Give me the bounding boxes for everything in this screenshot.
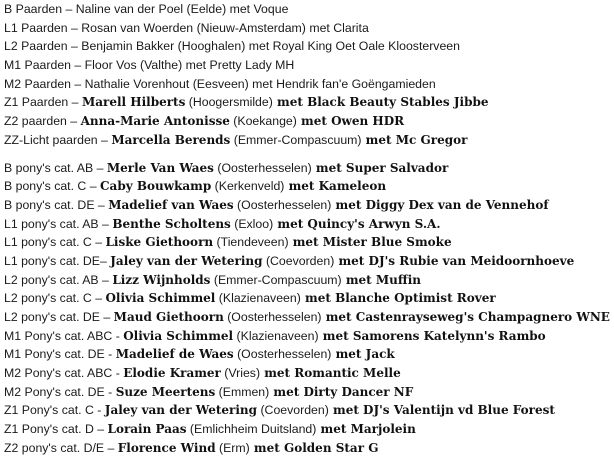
rider-place: (Exloo) — [230, 216, 274, 231]
result-line — [4, 215, 612, 234]
rider-name: Madelief van Waes — [108, 197, 234, 212]
rider-place: (Hooghalen) — [174, 39, 246, 54]
connector: met — [300, 291, 336, 306]
rider-name: Benthe Scholtens — [112, 216, 231, 231]
rider-name: Olivia Schimmel — [105, 291, 216, 306]
category: L1 pony's cat. C – — [4, 235, 106, 250]
connector: met — [284, 179, 319, 194]
category: Z2 paarden – — [4, 114, 81, 129]
category: B pony's cat. C – — [4, 179, 100, 194]
result-line — [4, 196, 612, 215]
rider-place: (Valthe) — [136, 58, 183, 73]
rider-place: (Eelde) — [183, 2, 227, 16]
rider-name: Lizz Wijnholds — [112, 272, 211, 287]
connector: met — [305, 20, 334, 35]
horse-name: Muffin — [375, 272, 422, 287]
category: B pony's cat. AB – — [4, 160, 107, 175]
horse-name: Voque — [253, 2, 289, 16]
category: B pony's cat. DE – — [4, 197, 109, 212]
rider-place: (Klazienaveen) — [215, 291, 301, 306]
category: L1 pony's cat. AB – — [4, 216, 113, 231]
result-line — [4, 233, 612, 252]
result-line — [4, 345, 612, 364]
connector: met — [296, 114, 332, 129]
rider-name: Madelief de Waes — [115, 347, 234, 362]
category: ZZ-Licht paarden – — [4, 132, 112, 147]
rider-place: (Coevorden) — [262, 253, 335, 268]
connector: met — [361, 132, 396, 147]
rider-place: (Emmer-Compascuum) — [230, 132, 362, 147]
connector: met — [226, 2, 254, 16]
category: M2 Pony's cat. DE - — [4, 384, 116, 399]
horse-name: Pretty Lady MH — [209, 58, 295, 73]
connector: met — [249, 440, 284, 455]
rider-place: (Vries) — [220, 366, 261, 381]
connector: met — [245, 39, 273, 54]
horse-name: Black Beauty Stables Jibbe — [307, 95, 489, 110]
rider-name: Elodie Kramer — [123, 366, 221, 381]
result-line — [4, 420, 612, 439]
rider-name: Liske Giethoorn — [105, 235, 214, 250]
rider-name: Caby Bouwkamp — [100, 179, 212, 194]
horse-name: Castenrayseweg's Champagnero WNE — [355, 310, 610, 324]
horse-name: Samorens Katelynn's Rambo — [352, 328, 546, 343]
horse-name: Marjolein — [350, 422, 416, 437]
rider-name: Olivia Schimmel — [123, 328, 234, 343]
horse-name: Blanche Optimist Rover — [335, 291, 496, 306]
rider-place: (Emlichheim Duitsland) — [186, 422, 317, 437]
category: M2 Paarden – — [4, 76, 85, 91]
rider-place: (Emmer-Compascuum) — [210, 272, 342, 287]
rider-name: Jaley van der Wetering — [104, 403, 258, 418]
rider-place: (Koekange) — [229, 114, 297, 129]
horse-name: Romantic Melle — [294, 366, 401, 381]
category: L1 Paarden – — [4, 20, 82, 35]
connector: met — [334, 253, 369, 268]
result-line — [4, 383, 612, 402]
rider-place: (Tiendeveen) — [213, 235, 289, 250]
horse-name: Mister Blue Smoke — [322, 235, 452, 250]
rider-name: Benjamin Bakker — [81, 39, 175, 54]
rider-place: (Kerkenveld) — [211, 179, 285, 194]
rider-place: (Eesveen) — [189, 76, 249, 91]
rider-name: Naline van der Poel — [75, 2, 184, 16]
connector: met — [311, 160, 346, 175]
result-line — [4, 19, 612, 38]
rider-name: Marcella Berends — [111, 132, 231, 147]
category: L2 pony's cat. DE – — [4, 310, 114, 324]
rider-place: (Oosterhesselen) — [233, 197, 332, 212]
rider-name: Suze Meertens — [115, 384, 216, 399]
horse-name: Owen HDR — [331, 114, 405, 129]
category: Z2 pony's cat. D/E – — [4, 440, 118, 455]
connector: met — [321, 310, 356, 324]
rider-name: Anna-Marie Antonisse — [80, 114, 230, 129]
rider-name: Floor Vos — [84, 58, 137, 73]
category: M1 Pony's cat. DE - — [4, 347, 116, 362]
horse-name: Quincy's Arwyn S.A. — [307, 216, 441, 231]
rider-name: Merle Van Waes — [106, 160, 214, 175]
connector: met — [273, 216, 308, 231]
category: L1 pony's cat. DE– — [4, 253, 111, 268]
category: L2 pony's cat. C – — [4, 291, 106, 306]
rider-name: Jaley van der Wetering — [110, 253, 263, 268]
pony-results — [4, 159, 612, 458]
connector: met — [331, 197, 366, 212]
result-line — [4, 271, 612, 290]
horse-name: Super Salvador — [345, 160, 449, 175]
section-gap — [4, 150, 612, 159]
category: Z1 Pony's cat. D – — [4, 422, 108, 437]
category: L2 pony's cat. AB – — [4, 272, 113, 287]
result-line — [4, 131, 612, 150]
category: M1 Pony's cat. ABC - — [4, 328, 124, 343]
rider-name: Florence Wind — [117, 440, 216, 455]
category: Z1 Pony's cat. C - — [4, 403, 105, 418]
connector: met — [341, 272, 376, 287]
results-document — [4, 0, 612, 458]
horse-name: Diggy Dex van de Vennehof — [365, 197, 549, 212]
connector: met — [272, 95, 308, 110]
result-line — [4, 159, 612, 178]
rider-place: (Emmen) — [215, 384, 270, 399]
rider-place: (Hoogersmilde) — [185, 95, 273, 110]
horse-name: Hendrik fan'e Goëngamieden — [276, 76, 436, 91]
horse-name: DJ's Valentijn vd Blue Forest — [363, 403, 555, 418]
rider-name: Marell Hilberts — [81, 95, 186, 110]
result-line — [4, 364, 612, 383]
category: L2 Paarden – — [4, 39, 82, 54]
horse-name: Royal King Oet Oale Kloosterveen — [272, 39, 460, 54]
horse-name: Jack — [365, 347, 395, 362]
rider-name: Rosan van Woerden — [81, 20, 194, 35]
connector: met — [316, 422, 351, 437]
horse-name: Dirty Dancer NF — [303, 384, 414, 399]
connector: met — [269, 384, 304, 399]
horse-name: Clarita — [333, 20, 369, 35]
result-line — [4, 289, 612, 308]
result-line — [4, 37, 612, 56]
result-line — [4, 56, 612, 75]
rider-name: Maud Giethoorn — [113, 310, 224, 324]
category: M1 Paarden – — [4, 58, 85, 73]
horse-name: Mc Gregor — [395, 132, 468, 147]
rider-place: (Oosterhesselen) — [233, 347, 332, 362]
rider-name: Nathalie Vorenhout — [84, 76, 190, 91]
horse-name: DJ's Rubie van Meidoornhoeve — [368, 253, 575, 268]
rider-place: (Coevorden) — [257, 403, 329, 418]
horse-name: Kameleon — [318, 179, 387, 194]
category: Z1 Paarden – — [4, 95, 82, 110]
result-line — [4, 93, 612, 112]
result-line — [4, 252, 612, 271]
category: M2 Pony's cat. ABC - — [4, 366, 124, 381]
result-line — [4, 327, 612, 346]
horse-results — [4, 0, 612, 150]
connector: met — [328, 403, 364, 418]
rider-place: (Oosterhesselen) — [223, 310, 322, 324]
result-line — [4, 0, 612, 19]
connector: met — [248, 76, 277, 91]
rider-place: (Erm) — [215, 440, 250, 455]
connector: met — [260, 366, 295, 381]
result-line — [4, 75, 612, 94]
rider-place: (Oosterhesselen) — [213, 160, 312, 175]
connector: met — [331, 347, 366, 362]
result-line — [4, 112, 612, 131]
rider-place: (Klazienaveen) — [233, 328, 319, 343]
connector: met — [288, 235, 323, 250]
rider-name: Lorain Paas — [107, 422, 187, 437]
horse-name: Golden Star G — [283, 440, 379, 455]
result-line — [4, 177, 612, 196]
category: B Paarden – — [4, 2, 76, 16]
rider-place: (Nieuw-Amsterdam) — [193, 20, 306, 35]
connector: met — [182, 58, 210, 73]
result-line — [4, 439, 612, 458]
result-line — [4, 308, 612, 327]
result-line — [4, 401, 612, 420]
connector: met — [318, 328, 353, 343]
